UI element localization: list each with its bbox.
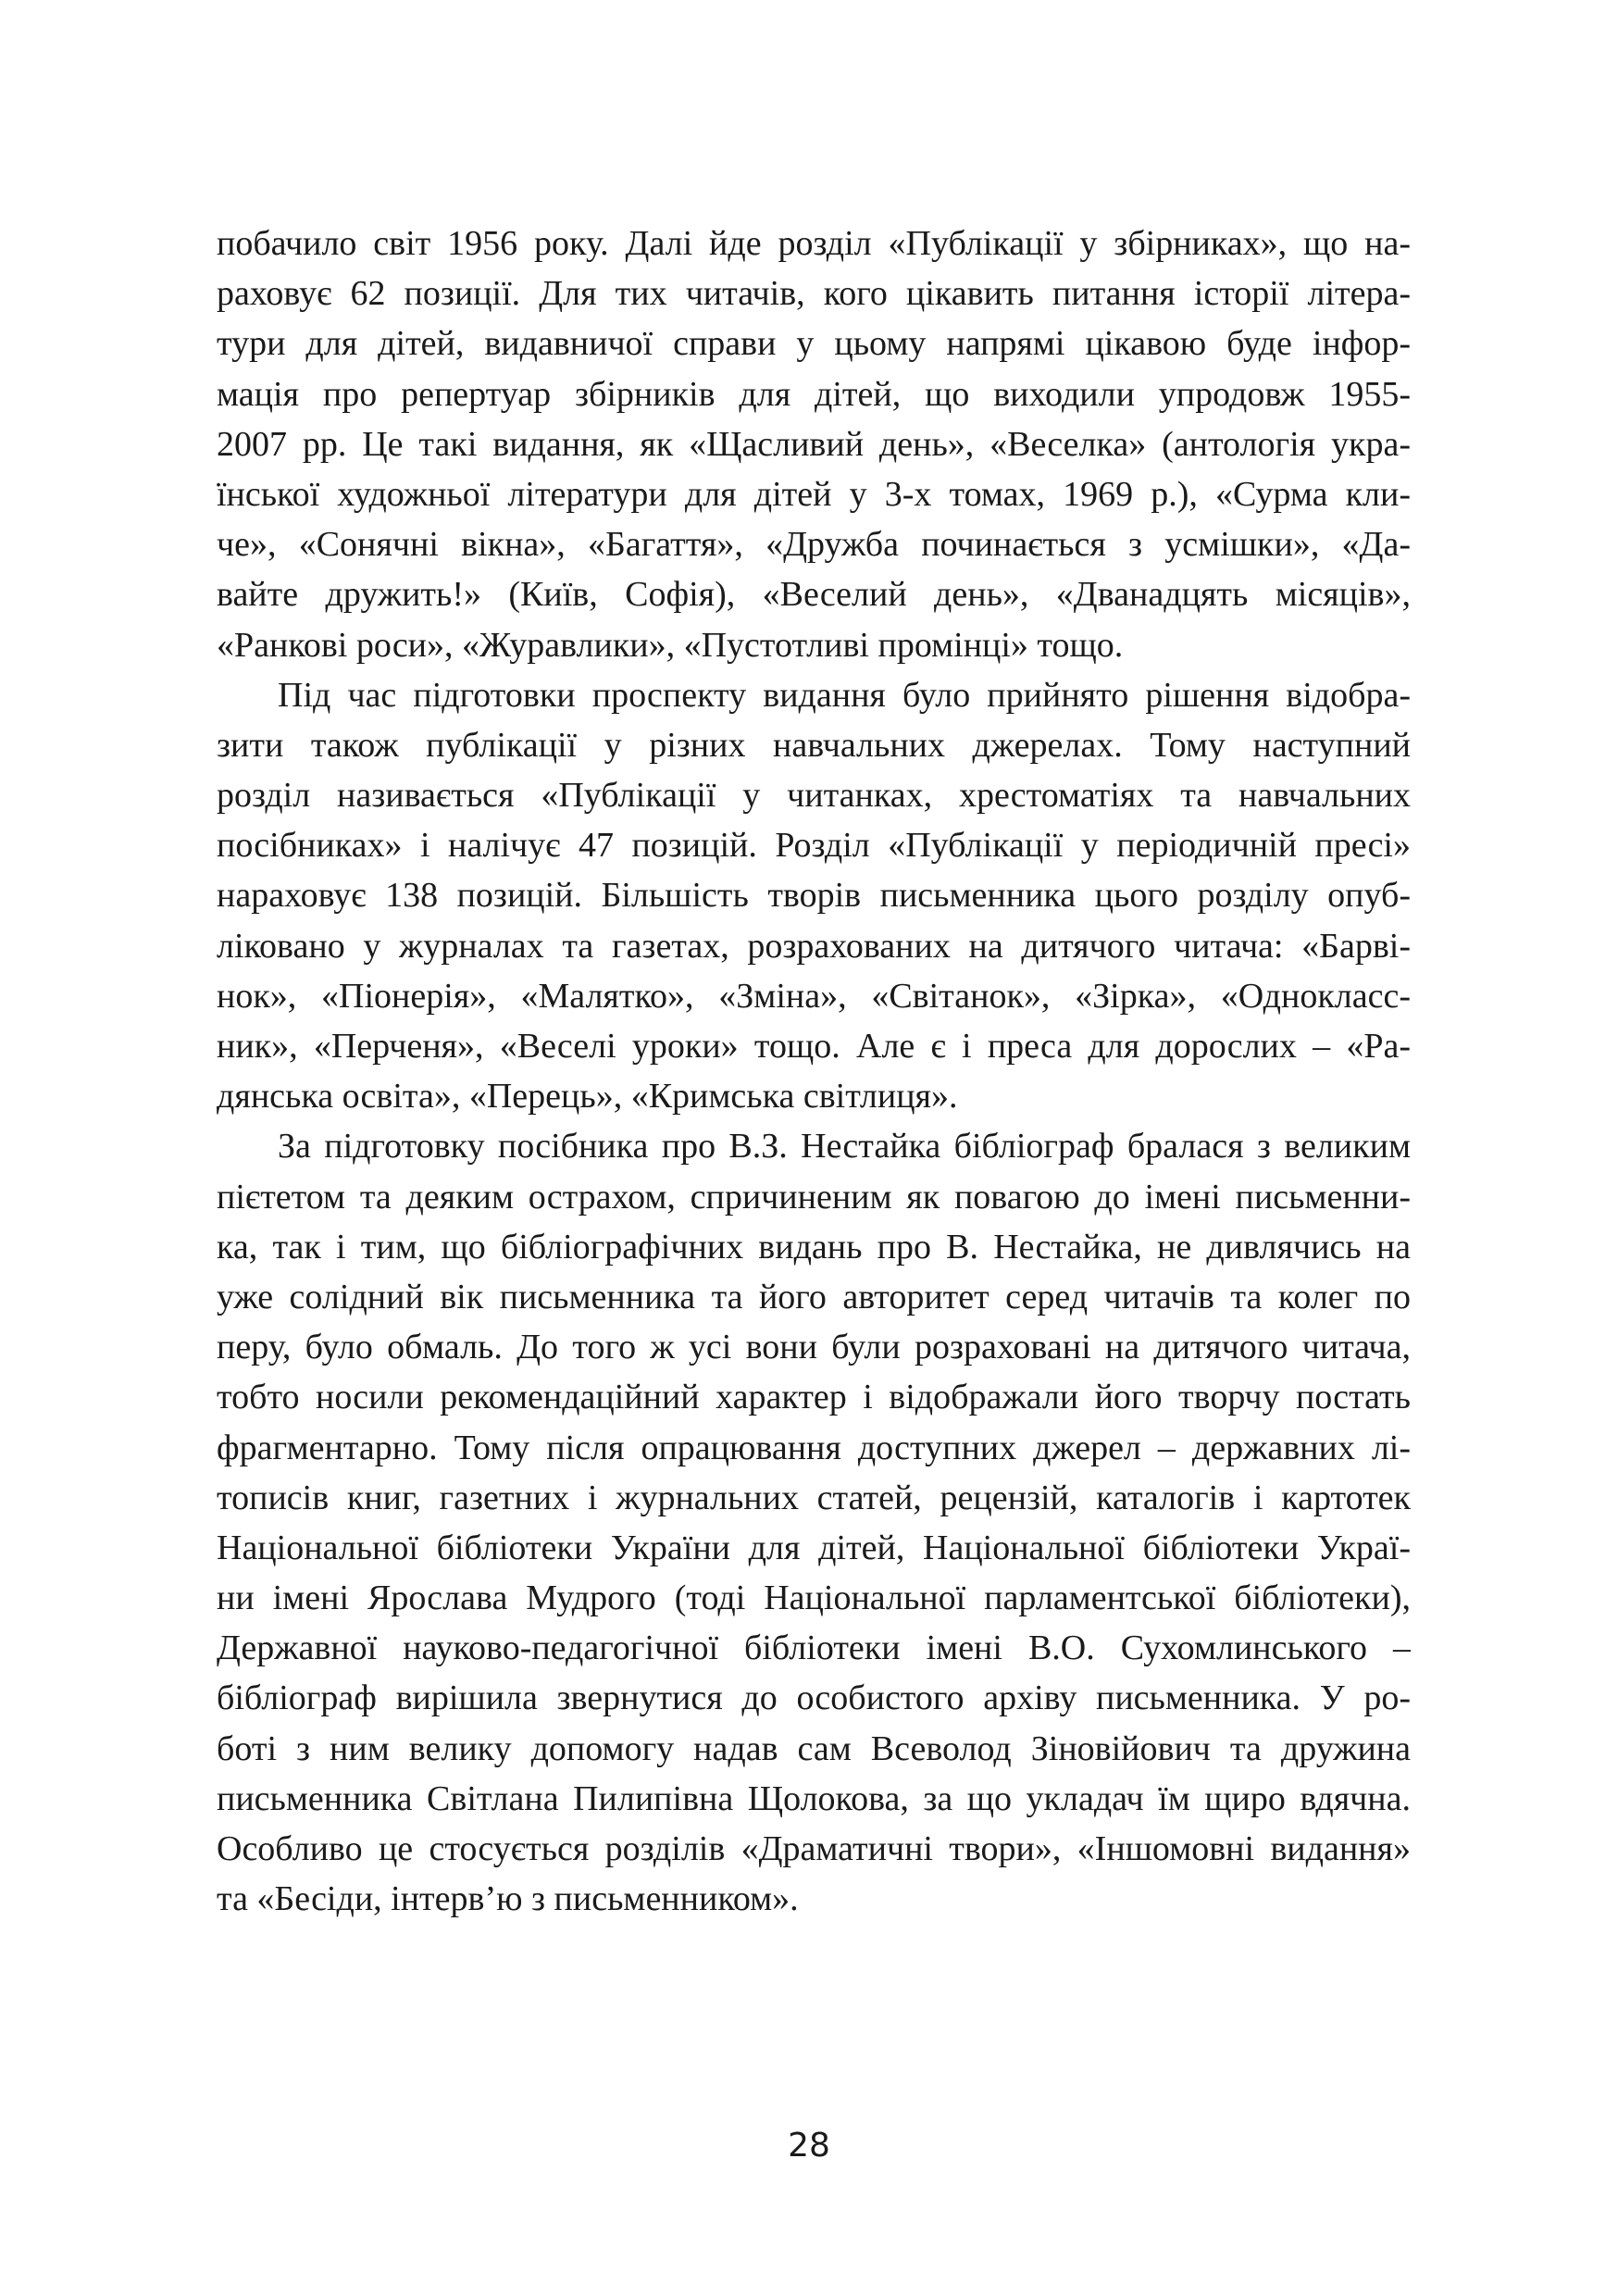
text-line: тобто носили рекомендаційний характер і відображали його творчу постать [217, 1378, 1411, 1417]
paragraph [217, 218, 1411, 670]
text-line: Під час підготовки проспекту видання було прийнято рішення відобра- [278, 675, 1411, 715]
text-line: уже солідний вік письменника та його авторитет серед читачів та колег по [217, 1277, 1411, 1316]
text-line: тописів книг, газетних і журнальних статей, рецензій, каталогів і картотек [217, 1478, 1411, 1517]
text-line: їнської художньої літератури для дітей у 3-х томах, 1969 р.), «Сурма кли- [217, 474, 1411, 514]
text-line: письменника Світлана Пилипівна Щолокова, за що укладач їм щиро вдячна. [217, 1778, 1411, 1818]
text-line: Державної науково-педагогічної бібліотеки імені В.О. Сухомлинського – [217, 1628, 1411, 1668]
text-line: розділ називається «Публікації у читанках, хрестоматіях та навчальних [217, 776, 1411, 816]
text-line: ка, так і тим, що бібліографічних видань про В. Нестайка, не дивлячись на [217, 1227, 1411, 1267]
text-line: фрагментарно. Тому після опрацювання доступних джерел – державних лі- [217, 1428, 1411, 1467]
text-line: перу, було обмаль. До того ж усі вони були розраховані на дитячого читача, [217, 1328, 1411, 1367]
text-line: пієтетом та деяким острахом, спричиненим як повагою до імені письменни- [217, 1177, 1411, 1217]
text-line: тури для дітей, видавничої справи у цьому напрямі цікавою буде інфор- [217, 324, 1411, 364]
text-line: боті з ним велику допомогу надав сам Всеволод Зіновійович та дружина [217, 1728, 1411, 1768]
text-line: побачило світ 1956 року. Далі йде розділ «Публікації у збірниках», що на- [217, 224, 1411, 263]
text-line: зити також публікації у різних навчальних джерелах. Тому наступний [217, 725, 1411, 765]
text-line: нараховує 138 позицій. Більшість творів письменника цього розділу опуб- [217, 876, 1411, 916]
page-body [217, 218, 1411, 1924]
text-line: че», «Сонячні вікна», «Багаття», «Дружба починається з усмішки», «Да- [217, 525, 1411, 565]
text-line: ник», «Перченя», «Веселі уроки» тощо. Але є і преса для дорослих – «Ра- [217, 1027, 1411, 1066]
text-line: нок», «Піонерія», «Малятко», «Зміна», «Світанок», «Зірка», «Однокласс- [217, 976, 1411, 1016]
text-line: дянська освіта», «Перець», «Кримська світлиця». [217, 1077, 958, 1117]
paragraph [217, 1121, 1411, 1924]
body-text [217, 218, 1411, 1924]
text-line: мація про репертуар збірників для дітей, що виходили упродовж 1955- [217, 374, 1411, 414]
text-line: За підготовку посібника про В.З. Нестайка бібліограф бралася з великим [278, 1127, 1411, 1167]
page-number: 28 [788, 2127, 830, 2165]
paragraph [217, 670, 1411, 1122]
text-line: ліковано у журналах та газетах, розрахованих на дитячого читача: «Барві- [217, 926, 1411, 966]
text-line: та «Бесіди, інтерв’ю з письменником». [217, 1879, 799, 1919]
text-line: раховує 62 позиції. Для тих читачів, кого цікавить питання історії літера- [217, 274, 1411, 314]
text-line: «Ранкові роси», «Журавлики», «Пустотливі промінці» тощо. [217, 625, 1124, 665]
text-line: Національної бібліотеки України для дітей, Національної бібліотеки Украї- [217, 1528, 1411, 1567]
text-line: Особливо це стосується розділів «Драматичні твори», «Іншомовні видання» [217, 1829, 1411, 1868]
text-line: посібниках» і налічує 47 позицій. Розділ «Публікації у періодичній пресі» [217, 826, 1411, 866]
text-line: ни імені Ярослава Мудрого (тоді Національної парламентської бібліотеки), [217, 1578, 1411, 1618]
text-line: бібліограф вирішила звернутися до особистого архіву письменника. У ро- [217, 1678, 1411, 1718]
text-line: вайте дружить!» (Київ, Софія), «Веселий день», «Дванадцять місяців», [217, 575, 1411, 615]
text-line: 2007 рр. Це такі видання, як «Щасливий день», «Веселка» (антологія укра- [217, 424, 1411, 464]
